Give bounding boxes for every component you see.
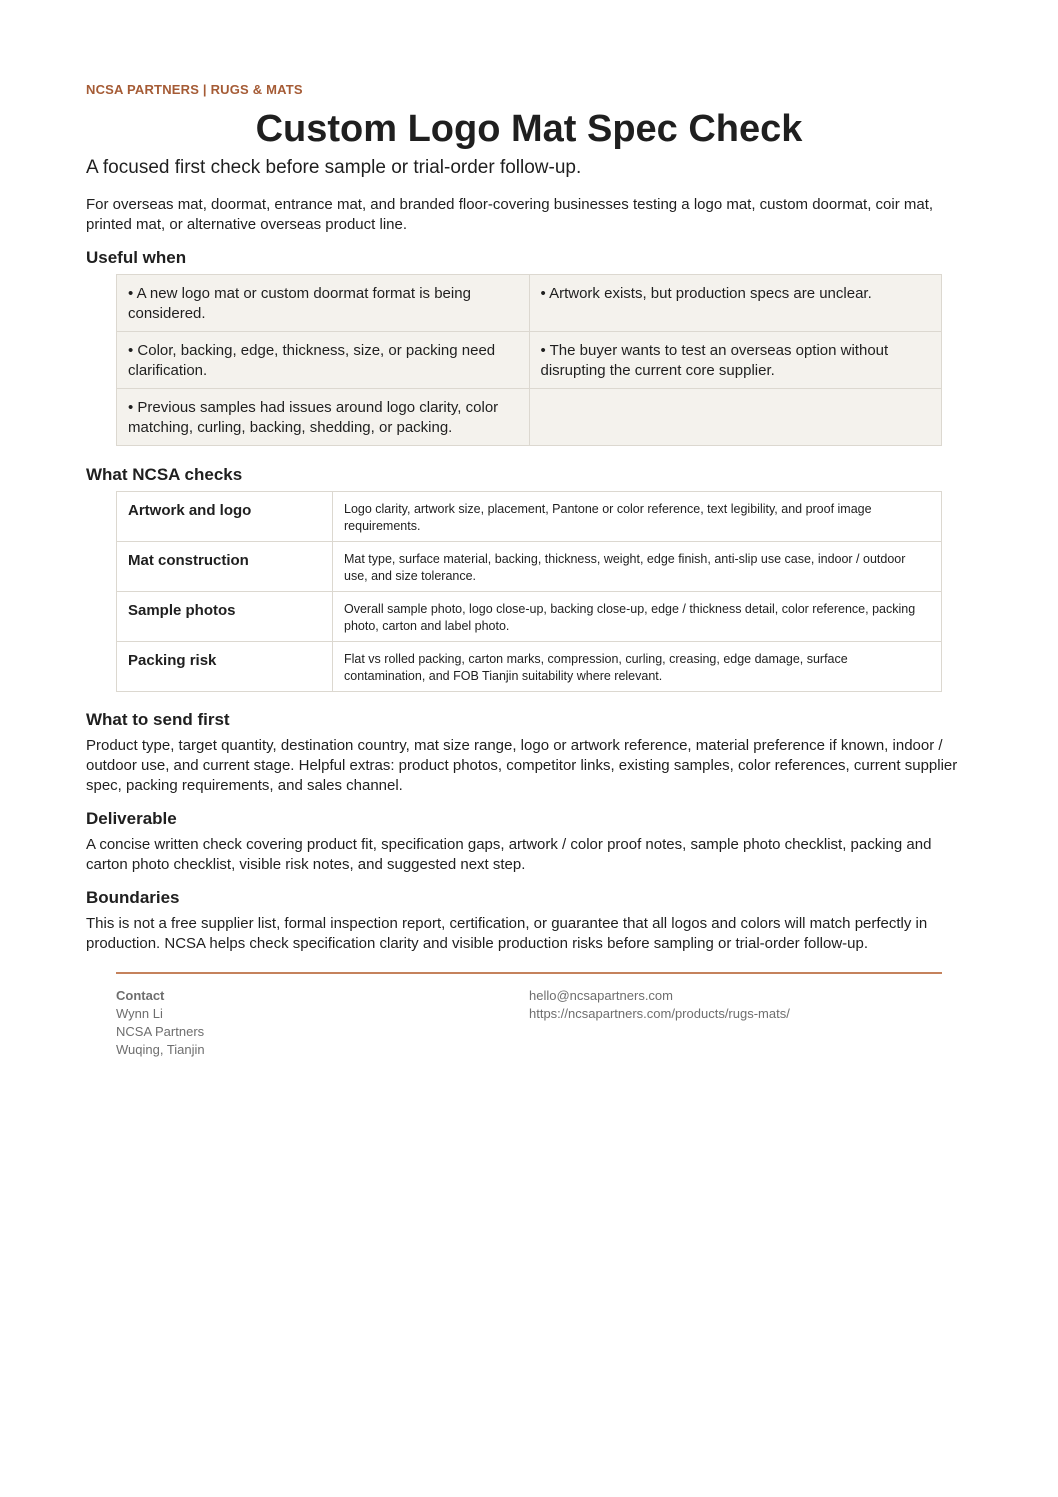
contact-details <box>116 987 529 1059</box>
checks-row <box>117 542 942 592</box>
page-subtitle: A focused first check before sample or trial-order follow-up. <box>86 157 582 178</box>
send-first-paragraph: Product type, target quantity, destination country, mat size range, logo or artwork reference, material preference if known, indoor / outdoor use, and current stage. Helpful extras: product photos, competitor links, existing samples, color references, current supplier spec, packing requirements, and sales channel. <box>86 737 958 794</box>
contact-email-link[interactable]: hello@ncsapartners.com <box>529 988 673 1003</box>
contact-url-link[interactable]: https://ncsapartners.com/products/rugs-mats/ <box>529 1006 790 1021</box>
contact-block <box>116 987 942 1059</box>
contact-company: NCSA Partners <box>116 1024 205 1039</box>
check-value: Flat vs rolled packing, carton marks, compression, curling, creasing, edge damage, surface contamination, and FOB Tianjin suitability where relevant. <box>333 642 942 692</box>
useful-row <box>117 332 942 389</box>
contact-title: Contact <box>116 988 165 1003</box>
check-key: Mat construction <box>117 542 333 592</box>
check-key: Artwork and logo <box>117 492 333 542</box>
useful-row <box>117 275 942 332</box>
useful-cell: • A new logo mat or custom doormat format is being considered. <box>117 275 530 332</box>
useful-cell: • Color, backing, edge, thickness, size, or packing need clarification. <box>117 332 530 389</box>
deliverable-heading: Deliverable <box>86 809 177 828</box>
check-key: Sample photos <box>117 592 333 642</box>
contact-links <box>529 987 790 1059</box>
intro-paragraph: For overseas mat, doormat, entrance mat, and branded floor-covering businesses testing a logo mat, custom doormat, coir mat, printed mat, or alternative overseas product line. <box>86 196 934 233</box>
deliverable-paragraph: A concise written check covering product fit, specification gaps, artwork / color proof notes, sample photo checklist, packing and carton photo checklist, visible risk notes, and suggested next step. <box>86 836 932 873</box>
check-value: Overall sample photo, logo close-up, backing close-up, edge / thickness detail, color reference, packing photo, carton and label photo. <box>333 592 942 642</box>
contact-location: Wuqing, Tianjin <box>116 1042 205 1057</box>
send-first-heading: What to send first <box>86 710 230 729</box>
checks-row <box>117 492 942 542</box>
useful-cell: • Previous samples had issues around logo clarity, color matching, curling, backing, shedding, or packing. <box>117 389 530 446</box>
footer-divider <box>116 972 942 974</box>
eyebrow-label: NCSA PARTNERS | RUGS & MATS <box>86 82 303 97</box>
useful-when-heading: Useful when <box>86 248 187 267</box>
checks-row <box>117 592 942 642</box>
boundaries-heading: Boundaries <box>86 888 180 907</box>
useful-row <box>117 389 942 446</box>
check-value: Mat type, surface material, backing, thickness, weight, edge finish, anti-slip use case, indoor / outdoor use, and size tolerance. <box>333 542 942 592</box>
checks-table <box>116 491 942 692</box>
page-title: Custom Logo Mat Spec Check <box>255 108 803 150</box>
checks-row <box>117 642 942 692</box>
useful-cell: • Artwork exists, but production specs are unclear. <box>529 275 942 332</box>
useful-cell-empty <box>529 389 942 446</box>
contact-name: Wynn Li <box>116 1006 163 1021</box>
useful-when-table <box>116 274 942 446</box>
check-key: Packing risk <box>117 642 333 692</box>
boundaries-paragraph: This is not a free supplier list, formal inspection report, certification, or guarantee that all logos and colors will match perfectly in production. NCSA helps check specification clarity and visible production risks before sampling or trial-order follow-up. <box>86 915 928 952</box>
useful-cell: • The buyer wants to test an overseas option without disrupting the current core supplier. <box>529 332 942 389</box>
checks-heading: What NCSA checks <box>86 465 243 484</box>
check-value: Logo clarity, artwork size, placement, Pantone or color reference, text legibility, and proof image requirements. <box>333 492 942 542</box>
